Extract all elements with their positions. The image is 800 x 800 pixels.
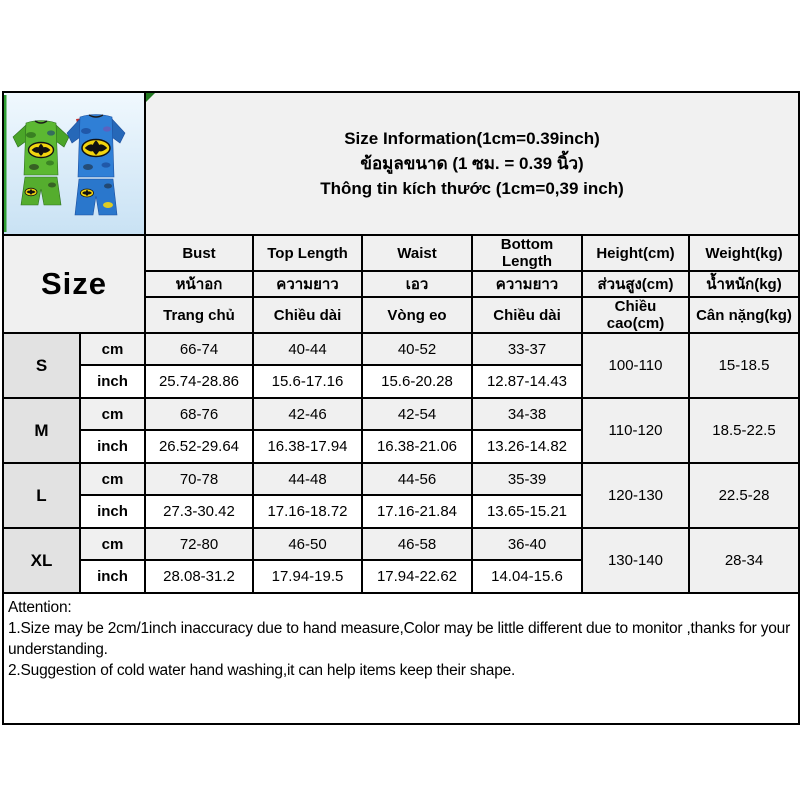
xl-bust-inch: 28.08-31.2 <box>145 560 253 593</box>
col-header-toplength-en: Top Length <box>253 235 362 271</box>
row-m-cm <box>3 398 799 430</box>
s-bust-cm: 66-74 <box>145 333 253 365</box>
m-bust-inch: 26.52-29.64 <box>145 430 253 463</box>
col-header-toplength-vi: Chiều dài <box>253 297 362 333</box>
s-waist-cm: 40-52 <box>362 333 472 365</box>
xl-waist-inch: 17.94-22.62 <box>362 560 472 593</box>
col-header-toplength-th: ความยาว <box>253 271 362 297</box>
attention-line2: 2.Suggestion of cold water hand washing,it can help items keep their shape. <box>8 662 516 679</box>
s-waist-inch: 15.6-20.28 <box>362 365 472 398</box>
m-toplength-cm: 42-46 <box>253 398 362 430</box>
top-row <box>3 92 799 235</box>
attention-note <box>3 593 799 724</box>
unit-inch: inch <box>80 560 145 593</box>
row-s-cm <box>3 333 799 365</box>
header-row-english <box>3 235 799 271</box>
title-cell <box>145 92 799 235</box>
unit-cm: cm <box>80 333 145 365</box>
s-weight: 15-18.5 <box>689 333 799 398</box>
col-header-bottomlength-vi: Chiều dài <box>472 297 582 333</box>
product-photo-batman-sets <box>4 93 144 234</box>
col-header-bust-th: หน้าอก <box>145 271 253 297</box>
m-height: 110-120 <box>582 398 689 463</box>
l-bust-cm: 70-78 <box>145 463 253 495</box>
size-letter-s: S <box>3 333 80 398</box>
xl-height: 130-140 <box>582 528 689 593</box>
xl-waist-cm: 46-58 <box>362 528 472 560</box>
col-header-waist-th: เอว <box>362 271 472 297</box>
col-header-weight-th: น้ำหนัก(kg) <box>689 271 799 297</box>
col-header-height-th: ส่วนสูง(cm) <box>582 271 689 297</box>
xl-toplength-cm: 46-50 <box>253 528 362 560</box>
size-header: Size <box>3 235 145 333</box>
xl-toplength-inch: 17.94-19.5 <box>253 560 362 593</box>
col-header-height-en: Height(cm) <box>582 235 689 271</box>
col-header-waist-vi: Vòng eo <box>362 297 472 333</box>
s-toplength-cm: 40-44 <box>253 333 362 365</box>
size-chart-sheet <box>2 91 799 725</box>
xl-bust-cm: 72-80 <box>145 528 253 560</box>
unit-inch: inch <box>80 430 145 463</box>
l-weight: 22.5-28 <box>689 463 799 528</box>
attention-row <box>3 593 799 724</box>
col-header-bust-en: Bust <box>145 235 253 271</box>
col-header-waist-en: Waist <box>362 235 472 271</box>
col-header-weight-vi: Cân nặng(kg) <box>689 297 799 333</box>
m-waist-cm: 42-54 <box>362 398 472 430</box>
xl-weight: 28-34 <box>689 528 799 593</box>
s-bottomlength-inch: 12.87-14.43 <box>472 365 582 398</box>
l-bottomlength-inch: 13.65-15.21 <box>472 495 582 528</box>
size-letter-l: L <box>3 463 80 528</box>
l-waist-cm: 44-56 <box>362 463 472 495</box>
l-toplength-inch: 17.16-18.72 <box>253 495 362 528</box>
m-weight: 18.5-22.5 <box>689 398 799 463</box>
attention-heading: Attention: <box>8 599 72 616</box>
s-bust-inch: 25.74-28.86 <box>145 365 253 398</box>
size-letter-xl: XL <box>3 528 80 593</box>
s-height: 100-110 <box>582 333 689 398</box>
l-toplength-cm: 44-48 <box>253 463 362 495</box>
title-english: Size Information(1cm=0.39inch) <box>344 129 600 148</box>
size-table <box>2 91 800 725</box>
row-l-cm <box>3 463 799 495</box>
attention-line1: 1.Size may be 2cm/1inch inaccuracy due to hand measure,Color may be little different due to monitor ,thanks for your understanding. <box>8 620 791 658</box>
unit-cm: cm <box>80 463 145 495</box>
unit-cm: cm <box>80 528 145 560</box>
l-waist-inch: 17.16-21.84 <box>362 495 472 528</box>
unit-inch: inch <box>80 495 145 528</box>
xl-bottomlength-inch: 14.04-15.6 <box>472 560 582 593</box>
xl-bottomlength-cm: 36-40 <box>472 528 582 560</box>
l-height: 120-130 <box>582 463 689 528</box>
m-bottomlength-cm: 34-38 <box>472 398 582 430</box>
col-header-bottomlength-en: Bottom Length <box>472 235 582 271</box>
title-vietnamese: Thông tin kích thước (1cm=0,39 inch) <box>320 179 624 198</box>
l-bottomlength-cm: 35-39 <box>472 463 582 495</box>
col-header-weight-en: Weight(kg) <box>689 235 799 271</box>
title-thai: ข้อมูลขนาด (1 ซม. = 0.39 นิ้ว) <box>360 154 584 173</box>
row-xl-cm <box>3 528 799 560</box>
unit-inch: inch <box>80 365 145 398</box>
excel-comment-marker-icon <box>146 93 155 102</box>
col-header-height-vi: Chiều cao(cm) <box>582 297 689 333</box>
col-header-bust-vi: Trang chủ <box>145 297 253 333</box>
m-waist-inch: 16.38-21.06 <box>362 430 472 463</box>
unit-cm: cm <box>80 398 145 430</box>
m-bust-cm: 68-76 <box>145 398 253 430</box>
l-bust-inch: 27.3-30.42 <box>145 495 253 528</box>
m-bottomlength-inch: 13.26-14.82 <box>472 430 582 463</box>
size-letter-m: M <box>3 398 80 463</box>
s-toplength-inch: 15.6-17.16 <box>253 365 362 398</box>
product-image-cell <box>3 92 145 235</box>
col-header-bottomlength-th: ความยาว <box>472 271 582 297</box>
m-toplength-inch: 16.38-17.94 <box>253 430 362 463</box>
s-bottomlength-cm: 33-37 <box>472 333 582 365</box>
